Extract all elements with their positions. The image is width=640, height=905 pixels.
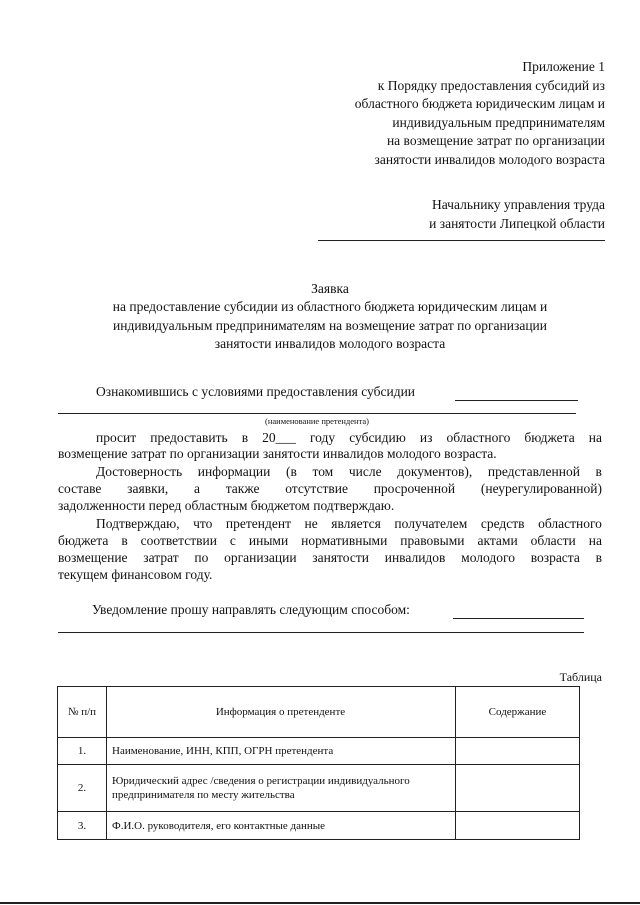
title-line: индивидуальным предпринимателям на возмещение затрат по организации	[113, 317, 547, 333]
row-content	[456, 738, 580, 765]
appendix-line: Приложение 1	[522, 59, 605, 74]
appendix-block	[305, 58, 605, 169]
table-row	[58, 738, 580, 765]
paragraph-2-line-2: составе заявки, а также отсутствие просроченной (неурегулированной)	[58, 481, 602, 496]
applicant-name-caption: (наименование претендента)	[265, 416, 369, 426]
row-info: Юридический адрес /сведения о регистрации индивидуального предпринимателя по месту жительства	[107, 765, 456, 812]
header-content: Содержание	[456, 687, 580, 738]
applicant-info-table	[57, 686, 580, 840]
page-bottom-border	[0, 902, 640, 904]
row-info: Ф.И.О. руководителя, его контактные данные	[107, 812, 456, 840]
addressee-line: Начальнику управления труда	[431, 197, 605, 212]
paragraph-3-line-2: бюджета в соответствии с иными нормативными правовыми актами области на	[58, 533, 602, 548]
appendix-line: занятости инвалидов молодого возраста	[374, 151, 605, 167]
title-line: занятости инвалидов молодого возраста	[214, 335, 446, 351]
paragraph-3-line-3: возмещение затрат по организации занятости инвалидов молодого возраста в	[58, 550, 602, 565]
addressee-line: и занятости Липецкой области	[429, 215, 605, 231]
paragraph-3-line-1: Подтверждаю, что претендент не является получателем средств областного	[96, 516, 602, 531]
paragraph-2-line-3: задолженности перед областным бюджетом подтверждаю.	[58, 498, 395, 513]
row-number: 3.	[58, 812, 107, 840]
title-line: Заявка	[311, 281, 349, 296]
title-line: на предоставление субсидии из областного бюджета юридическим лицам и	[112, 299, 548, 315]
header-info: Информация о претенденте	[107, 687, 456, 738]
row-number: 2.	[58, 765, 107, 812]
row-content	[456, 765, 580, 812]
table-row	[58, 812, 580, 840]
paragraph-3-line-4: текущем финансовом году.	[58, 567, 213, 582]
appendix-line: к Порядку предоставления субсидий из	[377, 77, 605, 93]
table-row	[58, 765, 580, 812]
row-content	[456, 812, 580, 840]
row-number: 1.	[58, 738, 107, 765]
intro-text: Ознакомившись с условиями предоставления субсидии	[96, 384, 416, 399]
notification-second-line	[58, 632, 584, 633]
notification-text: Уведомление прошу направлять следующим способом:	[92, 602, 410, 617]
row-info: Наименование, ИНН, КПП, ОГРН претендента	[107, 738, 456, 765]
appendix-line: на возмещение затрат по организации	[386, 133, 605, 148]
appendix-line: областного бюджета юридическим лицам и	[354, 96, 605, 111]
paragraph-1-line-2: возмещение затрат по организации занятости инвалидов молодого возраста.	[58, 446, 497, 461]
applicant-name-line	[58, 413, 576, 414]
table-header-row	[58, 687, 580, 738]
appendix-line: индивидуальным предпринимателям	[392, 114, 605, 130]
table-label: Таблица	[559, 670, 602, 684]
notification-method-line	[453, 618, 584, 619]
paragraph-1-line-1: просит предоставить в 20___ году субсидию из областного бюджета на	[96, 430, 602, 445]
subsidy-blank-line	[455, 400, 578, 401]
header-number: № п/п	[58, 687, 107, 738]
paragraph-2-line-1: Достоверность информации (в том числе документов), представленной в	[96, 464, 602, 479]
addressee-signature-line	[318, 240, 605, 241]
addressee-block	[305, 196, 605, 233]
document-title	[60, 280, 600, 353]
